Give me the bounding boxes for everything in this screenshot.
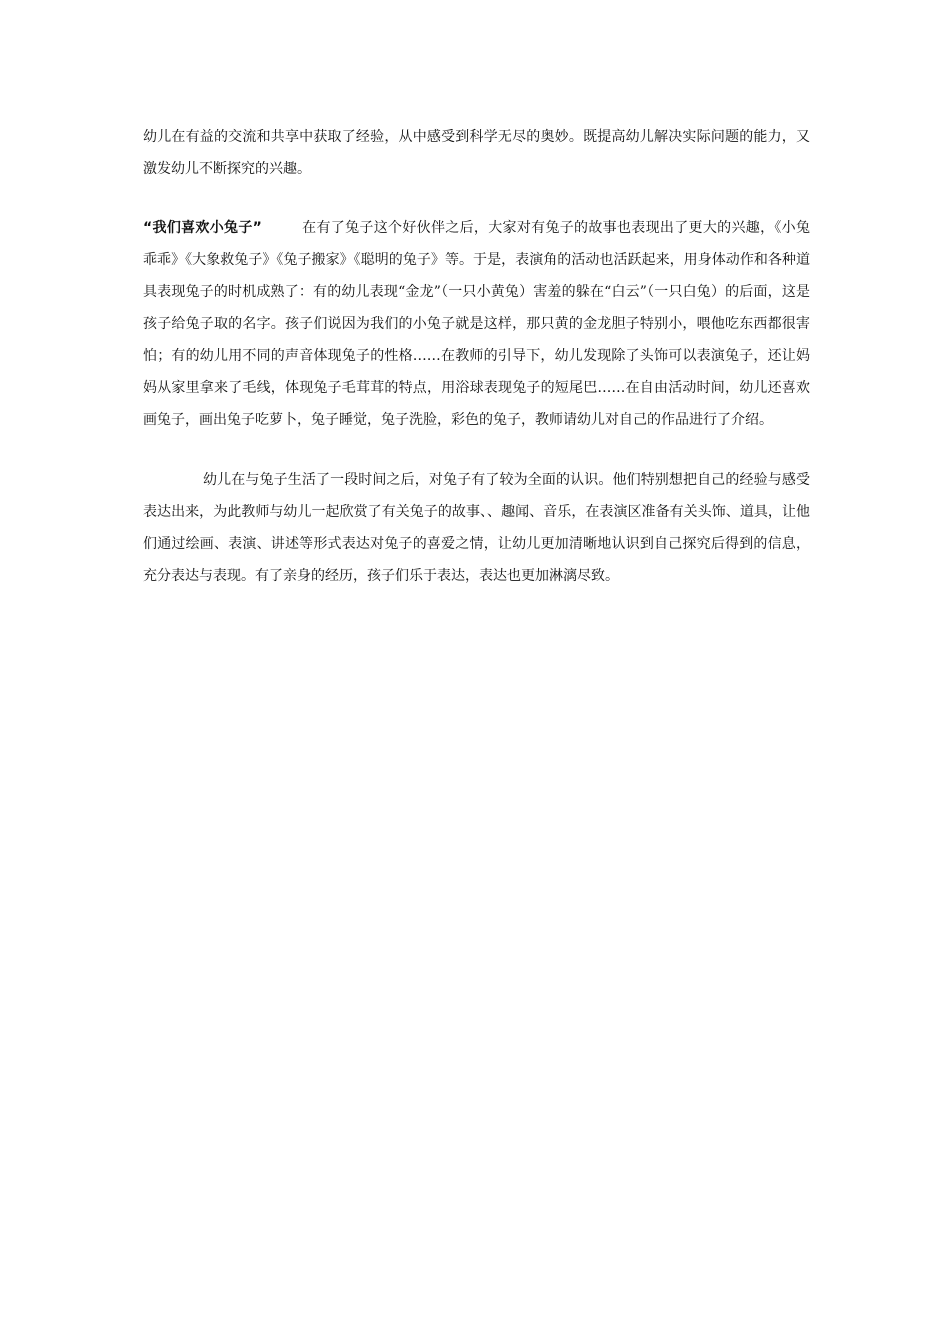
paragraph-body: 在有了兔子这个好伙伴之后，大家对有兔子的故事也表现出了更大的兴趣，《小兔乖乖》《大象救兔子》《兔子搬家》《聪明的兔子》等。于是，表演角的活动也活跃起来，用身体动作和各种道具表现兔子的时机成熟了：有的幼儿表现“金龙”（一只小黄兔）害羞的躲在“白云”（一只白兔）的后面，这是孩子给兔子取的名字。孩子们说因为我们的小兔子就是这样，那只黄的金龙胆子特别小，喂他吃东西都很害怕；有的幼儿用不同的声音体现兔子的性格……在教师的引导下，幼儿发现除了头饰可以表演兔子，还让妈妈从家里拿来了毛线，体现兔子毛茸茸的特点，用浴球表现兔子的短尾巴……在自由活动时间，幼儿还喜欢画兔子，画出兔子吃萝卜，兔子睡觉，兔子洗脸，彩色的兔子，教师请幼儿对自己的作品进行了介绍。	[143, 220, 810, 428]
section-heading: “我们喜欢小兔子”	[143, 220, 262, 236]
paragraph-we-like-rabbits	[143, 212, 810, 436]
paragraph-intro: 幼儿在有益的交流和共享中获取了经验，从中感受到科学无尽的奥妙。既提高幼儿解决实际问题的能力，又激发幼儿不断探究的兴趣。	[143, 129, 810, 177]
paragraph-summary: 幼儿在与兔子生活了一段时间之后，对兔子有了较为全面的认识。他们特别想把自己的经验与感受表达出来，为此教师与幼儿一起欣赏了有关兔子的故事、、趣闻、音乐，在表演区准备有关头饰、道具，让他们通过绘画、表演、讲述等形式表达对兔子的喜爱之情，让幼儿更加清晰地认识到自己探究后得到的信息，充分表达与表现。有了亲身的经历，孩子们乐于表达，表达也更加淋漓尽致。	[143, 472, 810, 584]
